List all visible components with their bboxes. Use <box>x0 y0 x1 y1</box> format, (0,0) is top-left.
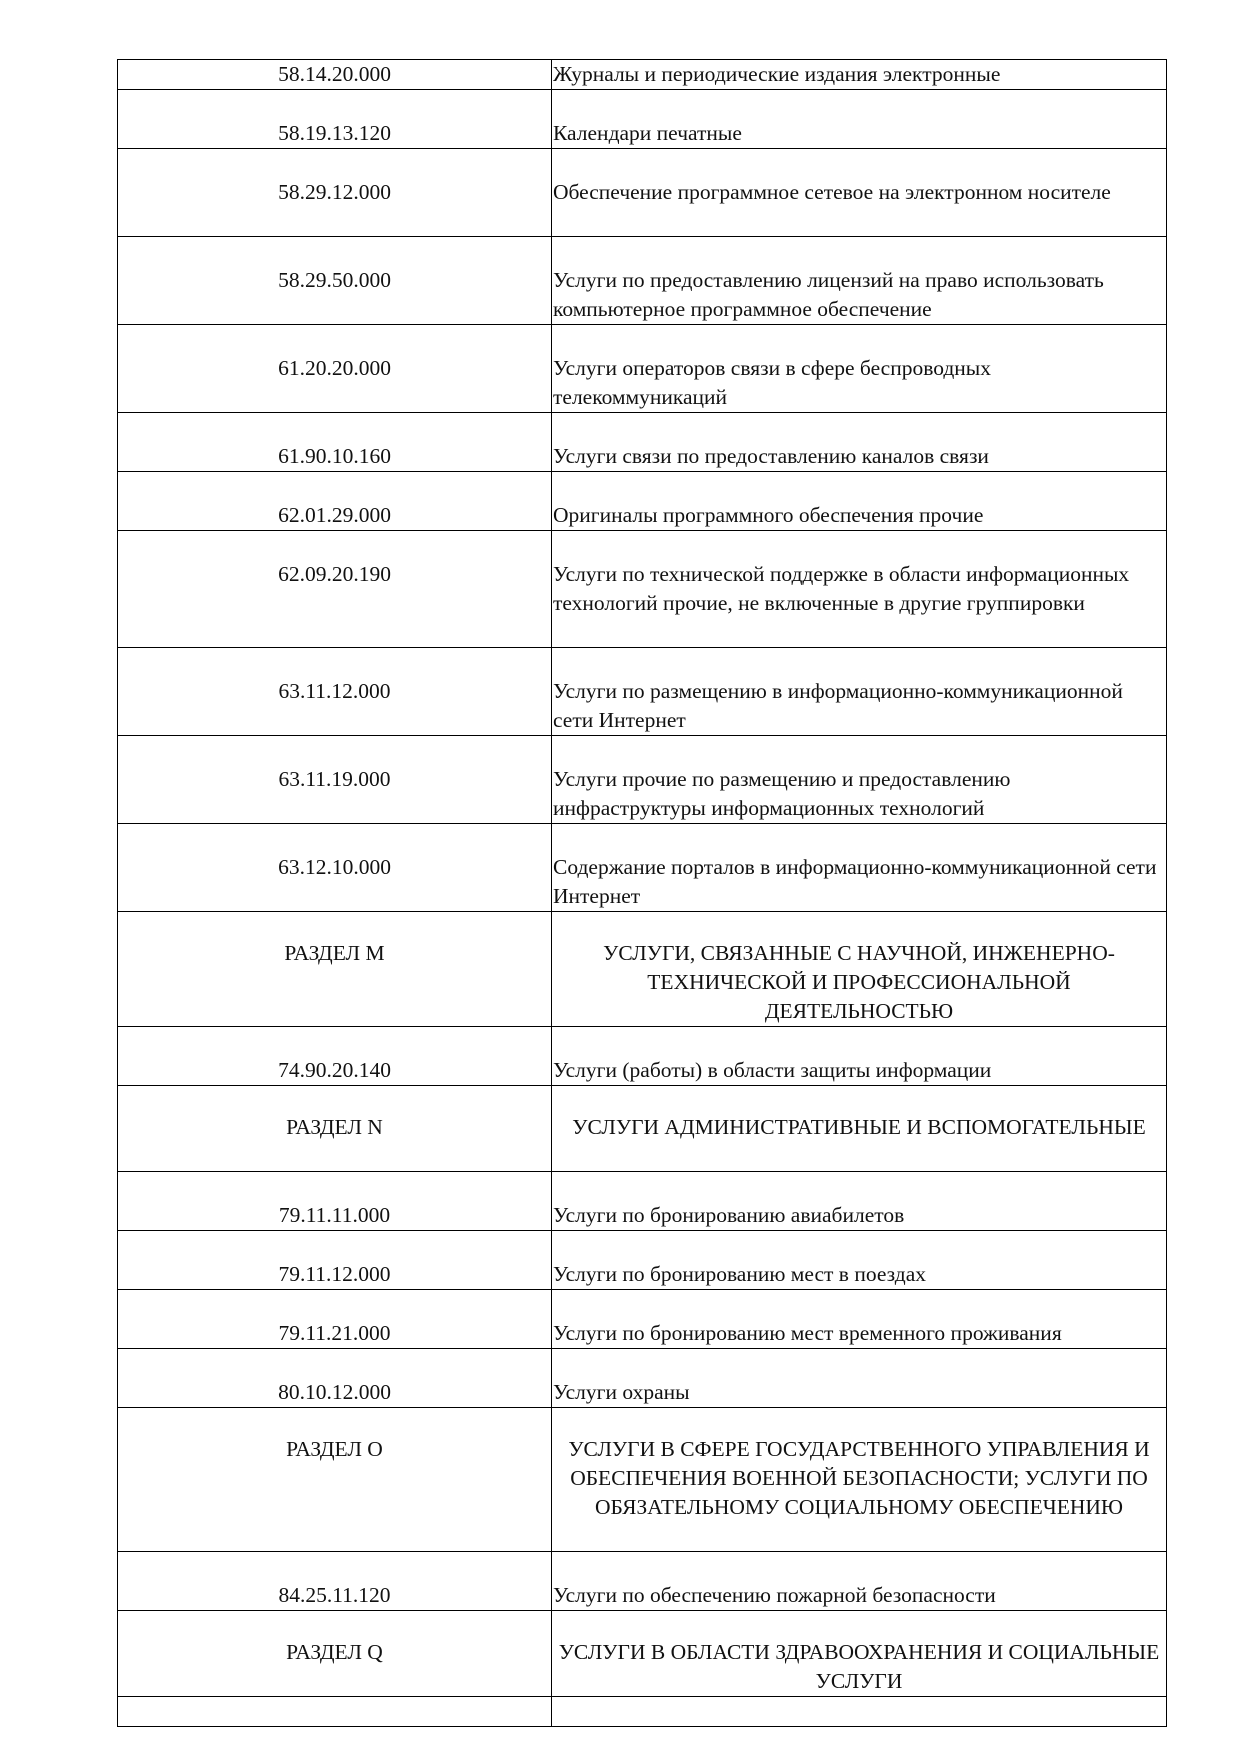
section-title-cell: УСЛУГИ В ОБЛАСТИ ЗДРАВООХРАНЕНИЯ И СОЦИАЛЬНЫЕ УСЛУГИ <box>552 1611 1167 1697</box>
okpd-code-cell: 62.09.20.190 <box>118 531 552 648</box>
table-row <box>118 90 1167 149</box>
section-row <box>118 912 1167 1027</box>
section-row <box>118 1611 1167 1697</box>
table-row <box>118 325 1167 413</box>
table-row <box>118 472 1167 531</box>
okpd-code-cell: 58.29.50.000 <box>118 237 552 325</box>
okpd-name-cell: Услуги по обеспечению пожарной безопасности <box>552 1552 1167 1611</box>
okpd-name-cell: Услуги охраны <box>552 1349 1167 1408</box>
table-row <box>118 237 1167 325</box>
section-title-cell: УСЛУГИ В СФЕРЕ ГОСУДАРСТВЕННОГО УПРАВЛЕНИЯ И ОБЕСПЕЧЕНИЯ ВОЕННОЙ БЕЗОПАСНОСТИ; УСЛУГИ ПО ОБЯЗАТЕЛЬНОМУ СОЦИАЛЬНОМУ ОБЕСПЕЧЕНИЮ <box>552 1408 1167 1552</box>
empty-row <box>118 1697 1167 1727</box>
okpd-code-cell: 79.11.12.000 <box>118 1231 552 1290</box>
okpd-code-cell: 61.20.20.000 <box>118 325 552 413</box>
okpd-name-cell: Услуги операторов связи в сфере беспроводных телекоммуникаций <box>552 325 1167 413</box>
okpd-name-cell: Услуги по размещению в информационно-коммуникационной сети Интернет <box>552 648 1167 736</box>
table-row <box>118 1231 1167 1290</box>
table-body <box>118 60 1167 1727</box>
okpd-code-cell: 79.11.21.000 <box>118 1290 552 1349</box>
okpd-name-cell: Услуги по бронированию мест временного проживания <box>552 1290 1167 1349</box>
section-row <box>118 1408 1167 1552</box>
section-title-cell: УСЛУГИ АДМИНИСТРАТИВНЫЕ И ВСПОМОГАТЕЛЬНЫЕ <box>552 1086 1167 1172</box>
okpd-code-cell: 61.90.10.160 <box>118 413 552 472</box>
okpd-name-cell: Журналы и периодические издания электронные <box>552 60 1167 90</box>
okpd-code-cell: 63.12.10.000 <box>118 824 552 912</box>
okpd-name-cell: Услуги связи по предоставлению каналов связи <box>552 413 1167 472</box>
table-row <box>118 824 1167 912</box>
table-row <box>118 1172 1167 1231</box>
okpd-code-cell: 58.19.13.120 <box>118 90 552 149</box>
table-row <box>118 1027 1167 1086</box>
okpd-name-cell: Содержание порталов в информационно-коммуникационной сети Интернет <box>552 824 1167 912</box>
table-row <box>118 1552 1167 1611</box>
table-row <box>118 736 1167 824</box>
okpd-code-cell: 84.25.11.120 <box>118 1552 552 1611</box>
okpd-code-cell: 74.90.20.140 <box>118 1027 552 1086</box>
okpd-name-cell: Услуги по технической поддержке в области информационных технологий прочие, не включенные в другие группировки <box>552 531 1167 648</box>
okpd-name-cell: Услуги по предоставлению лицензий на право использовать компьютерное программное обеспечение <box>552 237 1167 325</box>
section-code-cell: РАЗДЕЛ M <box>118 912 552 1027</box>
okpd-name-cell: Календари печатные <box>552 90 1167 149</box>
table-row <box>118 648 1167 736</box>
empty-cell <box>118 1697 552 1727</box>
section-row <box>118 1086 1167 1172</box>
okpd-name-cell: Обеспечение программное сетевое на электронном носителе <box>552 149 1167 237</box>
table-row <box>118 149 1167 237</box>
okpd-code-cell: 79.11.11.000 <box>118 1172 552 1231</box>
empty-cell <box>552 1697 1167 1727</box>
okpd-name-cell: Оригиналы программного обеспечения прочие <box>552 472 1167 531</box>
section-code-cell: РАЗДЕЛ N <box>118 1086 552 1172</box>
okpd-name-cell: Услуги прочие по размещению и предоставлению инфраструктуры информационных технологий <box>552 736 1167 824</box>
okpd-code-cell: 63.11.12.000 <box>118 648 552 736</box>
table-row <box>118 60 1167 90</box>
table-row <box>118 1349 1167 1408</box>
okpd-code-cell: 63.11.19.000 <box>118 736 552 824</box>
okpd-name-cell: Услуги по бронированию мест в поездах <box>552 1231 1167 1290</box>
section-code-cell: РАЗДЕЛ O <box>118 1408 552 1552</box>
section-title-cell: УСЛУГИ, СВЯЗАННЫЕ С НАУЧНОЙ, ИНЖЕНЕРНО-ТЕХНИЧЕСКОЙ И ПРОФЕССИОНАЛЬНОЙ ДЕЯТЕЛЬНОСТЬЮ <box>552 912 1167 1027</box>
okpd-code-cell: 58.29.12.000 <box>118 149 552 237</box>
section-code-cell: РАЗДЕЛ Q <box>118 1611 552 1697</box>
table-row <box>118 413 1167 472</box>
table-row <box>118 531 1167 648</box>
okpd-code-cell: 80.10.12.000 <box>118 1349 552 1408</box>
table-row <box>118 1290 1167 1349</box>
okpd-name-cell: Услуги (работы) в области защиты информации <box>552 1027 1167 1086</box>
okpd-code-cell: 62.01.29.000 <box>118 472 552 531</box>
okpd-name-cell: Услуги по бронированию авиабилетов <box>552 1172 1167 1231</box>
okpd-code-cell: 58.14.20.000 <box>118 60 552 90</box>
okpd-table <box>117 59 1167 1727</box>
